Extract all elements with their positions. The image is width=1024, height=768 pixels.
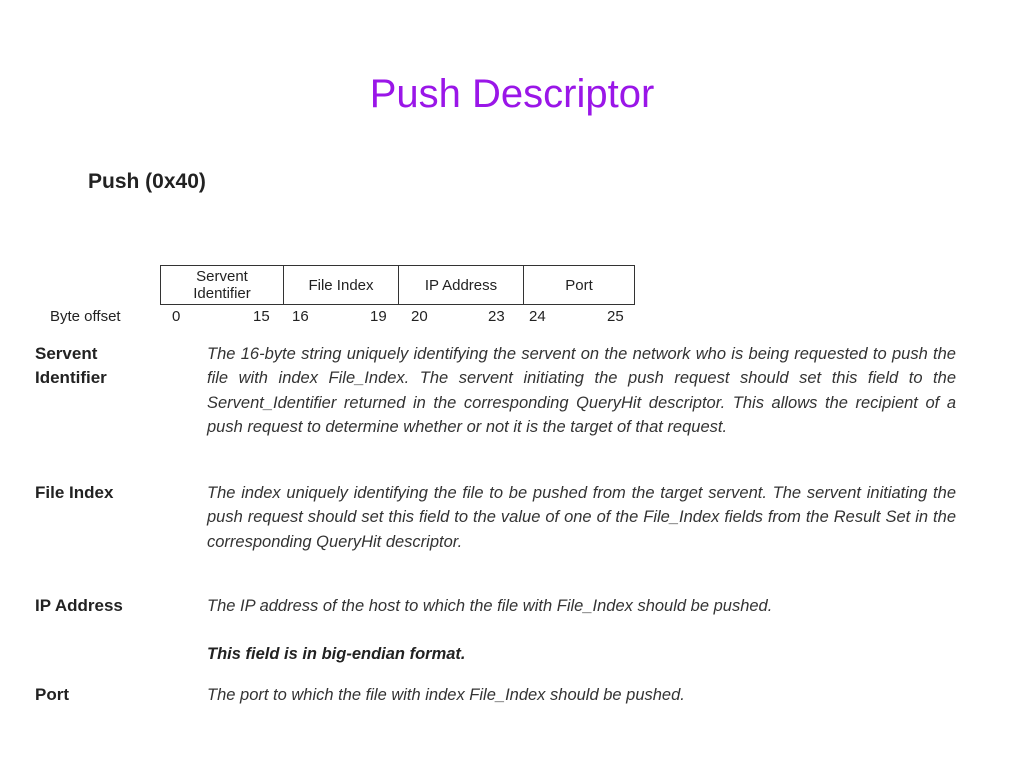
term-line1: IP Address (35, 596, 123, 615)
term-line1: Servent (35, 344, 98, 363)
offset-value: 20 (411, 308, 428, 325)
cell-label: File Index (308, 276, 374, 294)
offset-value: 16 (292, 308, 309, 325)
table-cell-file-index (284, 266, 399, 305)
description-port: The port to which the file with index File_Index should be pushed. (207, 686, 685, 704)
field-layout-table (160, 265, 635, 305)
term-ip-address (35, 594, 123, 618)
description-file-index: The index uniquely identifying the file to be pushed from the target servent. The servent initiating the push request should set this field to the value of one of the File_Index fields from the Result Set in the corresponding QueryHit descriptor. (207, 484, 956, 551)
term-line1: Port (35, 685, 69, 704)
section-heading: Push (0x40) (88, 170, 206, 193)
offset-value: 23 (488, 308, 505, 325)
table-row (161, 266, 635, 305)
endianness-note: This field is in big-endian format. (207, 645, 466, 663)
offset-value: 0 (172, 308, 181, 325)
offset-value: 25 (607, 308, 624, 325)
term-file-index (35, 481, 113, 505)
term-line1: File Index (35, 483, 114, 502)
table-cell-port (524, 266, 635, 305)
slide-title: Push Descriptor (369, 72, 655, 116)
offset-value: 24 (529, 308, 546, 325)
cell-label: Port (565, 276, 593, 294)
description-servent-identifier: The 16-byte string uniquely identifying the servent on the network who is being requested to push the file with index File_Index. The servent initiating the push request should set this field to the Servent_Identifier returned in the corresponding QueryHit descriptor. This allows the recipient of a push request to determine whether or not it is the target of that request. (207, 345, 956, 436)
offset-value: 15 (253, 308, 270, 325)
offset-value: 19 (370, 308, 387, 325)
description-ip-address: The IP address of the host to which the file with File_Index should be pushed. (207, 597, 773, 615)
table-cell-servent-identifier (161, 266, 284, 305)
cell-label-line1: Servent (196, 268, 248, 285)
cell-label: IP Address (424, 276, 498, 294)
term-port (35, 683, 69, 707)
table-cell-ip-address (399, 266, 524, 305)
term-servent-identifier (35, 342, 107, 390)
term-line2: Identifier (35, 368, 107, 387)
cell-label-line2: Identifier (193, 285, 251, 302)
byte-offset-label: Byte offset (50, 308, 121, 325)
